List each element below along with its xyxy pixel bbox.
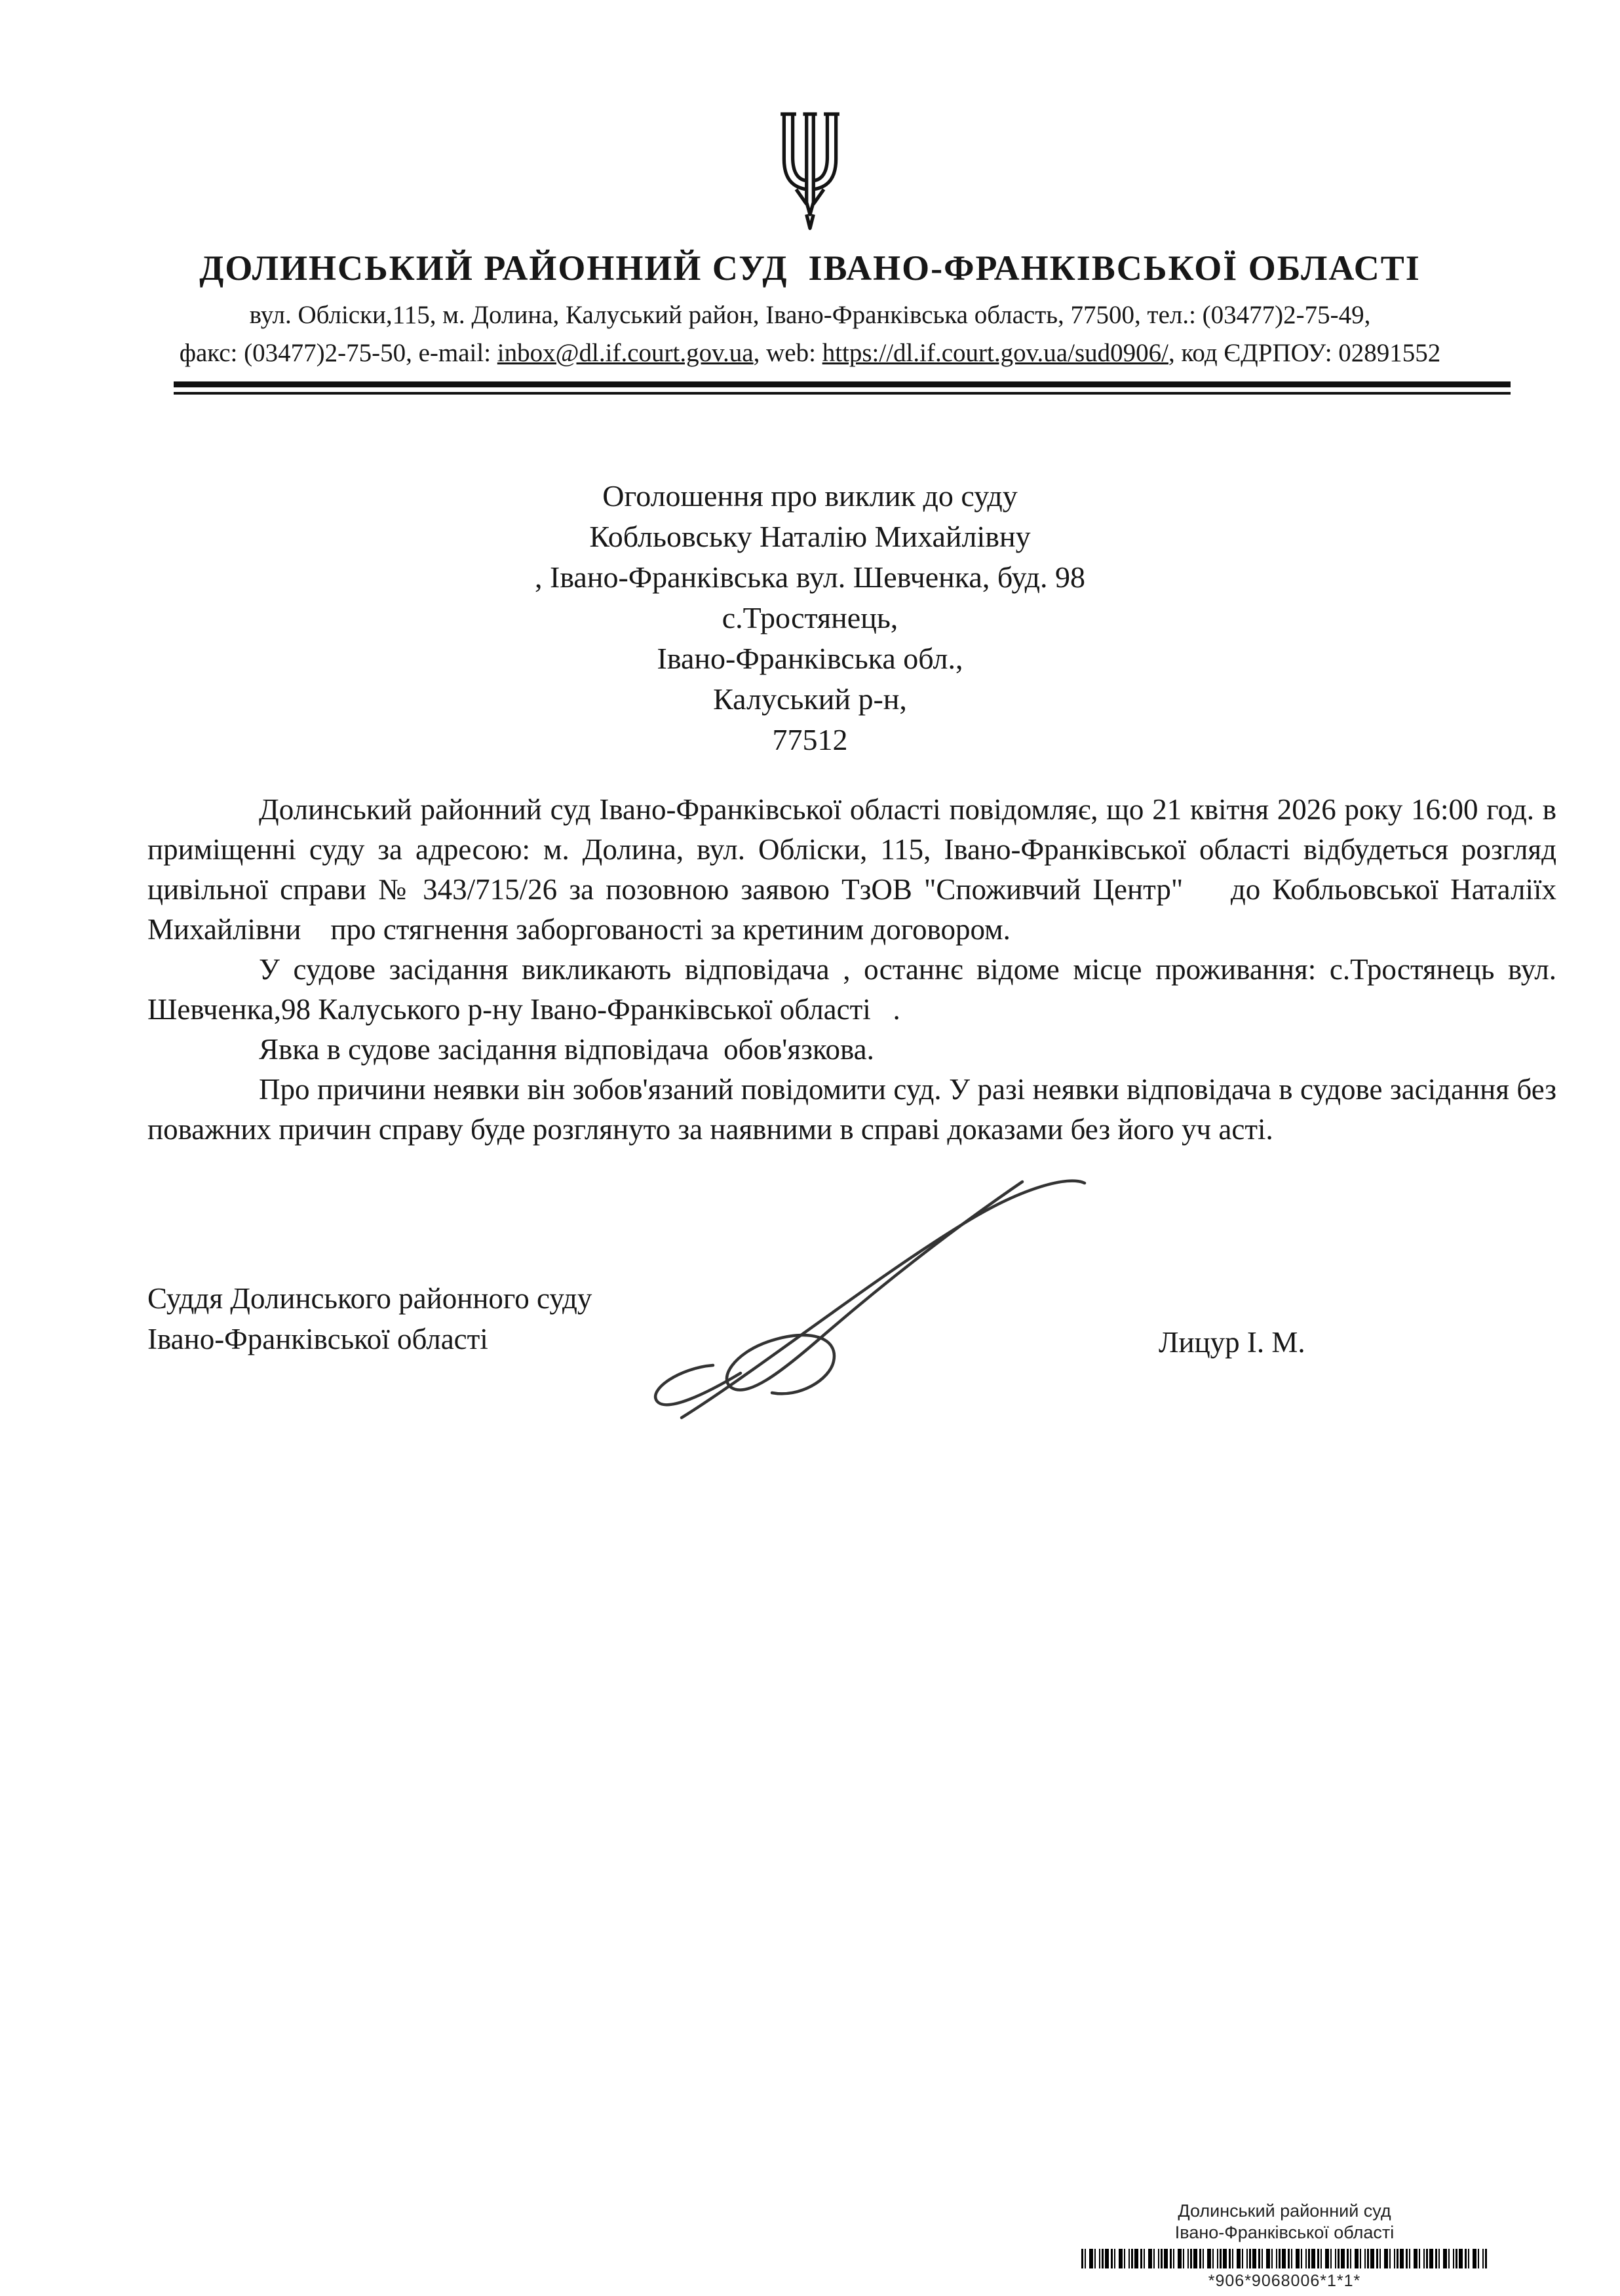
fax-label: факс: (03477)2-75-50, e-mail: <box>179 339 497 367</box>
barcode-text: *906*9068006*1*1* <box>1208 2272 1361 2290</box>
summons-title: Оголошення про виклик до суду <box>602 479 1018 513</box>
recipient-village: с.Тростянець, <box>722 601 898 634</box>
paragraph-absence-consequences: Про причини неявки він зобов'язаний повідомити суд. У разі неявки відповідача в судове засідання без поважних причин справу буде розглянуто за наявними в справі доказами без його уч асті. <box>147 1073 1556 1146</box>
header-divider <box>174 381 1511 395</box>
web-label: , web: <box>753 339 822 367</box>
footer-court-region: Івано-Франківської області <box>1174 2223 1395 2242</box>
body-text <box>147 790 1556 1150</box>
edrpou-code: , код ЄДРПОУ: 02891552 <box>1168 339 1441 367</box>
judge-title-line2: Івано-Франківської області <box>147 1323 488 1355</box>
judge-name: Лицур І. М. <box>1159 1326 1305 1359</box>
paragraph-attendance-mandatory: Явка в судове засідання відповідача обов'язкова. <box>259 1033 874 1066</box>
recipient-block <box>0 476 1620 760</box>
divider-thick-line <box>174 381 1511 387</box>
court-name: ДОЛИНСЬКИЙ РАЙОННИЙ СУД ІВАНО-ФРАНКІВСЬКОЇ ОБЛАСТІ <box>199 248 1421 288</box>
paragraph-defendant-address: У судове засідання викликають відповідача , останнє відоме місце проживання: с.Тростянець вул. Шевченка,98 Калуського р-ну Івано-Франківської області . <box>147 953 1556 1026</box>
court-address-line: вул. Обліски,115, м. Долина, Калуський район, Івано-Франківська область, 77500, тел.: (03477)2-75-49, <box>249 301 1371 329</box>
barcode <box>1081 2249 1488 2268</box>
court-contact-line <box>0 338 1620 368</box>
recipient-street: , Івано-Франківська вул. Шевченка, буд. 98 <box>535 560 1085 594</box>
recipient-region: Івано-Франківська обл., <box>657 642 963 675</box>
recipient-postcode: 77512 <box>772 723 848 756</box>
email-link: inbox@dl.if.court.gov.ua <box>497 339 754 367</box>
paragraph-hearing-notice: Долинський районний суд Івано-Франківської області повідомляє, що 21 квітня 2026 року 16:00 год. в приміщенні суду за адресою: м. Долина, вул. Обліски, 115, Івано-Франківської області відбудеться розгляд цивільної справи № 343/715/26 за позовною заявою ТзОВ "Споживчий Центр" до Кобльовської Наталіїх Михайлівни про стягнення заборгованості за кретиним договором. <box>147 793 1556 946</box>
judge-title-line1: Суддя Долинського районного суду <box>147 1282 592 1315</box>
recipient-district: Калуський р-н, <box>713 682 907 716</box>
web-link: https://dl.if.court.gov.ua/sud0906/ <box>822 339 1168 367</box>
trident-icon <box>767 105 853 239</box>
divider-thin-line <box>174 392 1511 395</box>
judge-signature <box>603 1157 1134 1422</box>
judge-title-block <box>147 1278 592 1359</box>
recipient-name: Кобльовську Наталію Михайлівну <box>589 520 1031 553</box>
ukraine-trident-emblem <box>0 105 1620 239</box>
footer-stamp <box>1081 2200 1488 2292</box>
footer-court-name: Долинський районний суд <box>1178 2201 1391 2221</box>
